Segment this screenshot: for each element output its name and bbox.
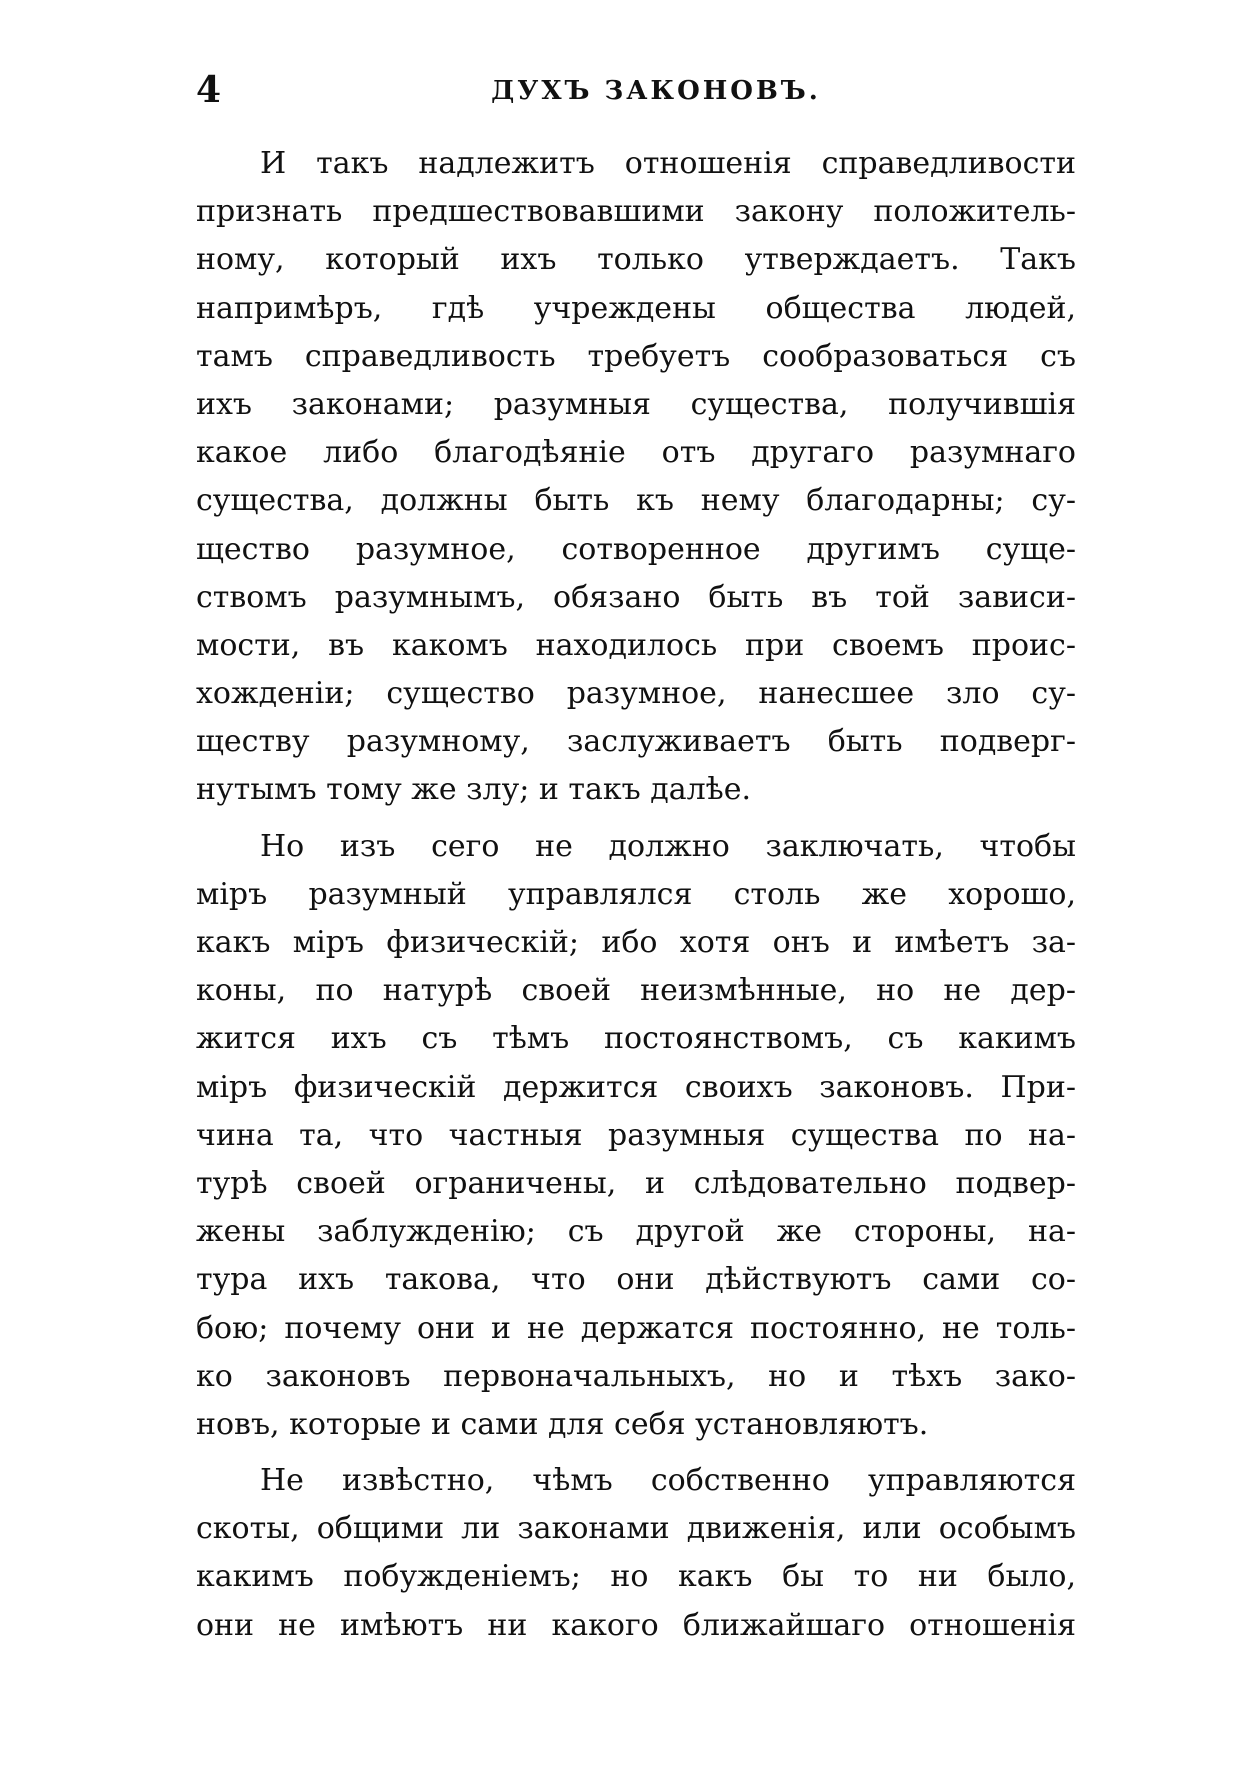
text-line: міръ разумный управлялся столь же хорошо,: [196, 876, 1076, 912]
text-line: жится ихъ съ тѣмъ постоянствомъ, съ какимъ: [196, 1021, 1076, 1057]
page-number: 4: [196, 69, 222, 111]
text-line: ствомъ разумнымъ, обязано быть въ той зависи-: [196, 579, 1076, 615]
text-line: бою; почему они и не держатся постоянно, не толь-: [196, 1310, 1076, 1346]
text-line: они не имѣютъ ни какого ближайшаго отношенія: [196, 1607, 1076, 1643]
text-line: міръ физическій держится своихъ законовъ. При-: [196, 1069, 1076, 1105]
text-line: тура ихъ такова, что они дѣйствуютъ сами со-: [196, 1262, 1076, 1298]
text-line: турѣ своей ограничены, и слѣдовательно подвер-: [196, 1165, 1076, 1201]
text-line: какое либо благодѣяніе отъ другаго разумнаго: [196, 435, 1076, 471]
text-line: скоты, общими ли законами движенія, или особымъ: [196, 1511, 1076, 1547]
body-text: [196, 140, 1076, 1650]
text-line: какимъ побужденіемъ; но какъ бы то ни было,: [196, 1559, 1076, 1595]
text-line: ко законовъ первоначальныхъ, но и тѣхъ зако-: [196, 1358, 1076, 1394]
running-title: ДУХЪ ЗАКОНОВЪ.: [491, 76, 821, 106]
text-line: новъ, которые и сами для себя установляютъ.: [196, 1406, 929, 1442]
text-line: Но изъ сего не должно заключать, чтобы: [260, 828, 1076, 864]
text-line: ществу разумному, заслуживаетъ быть подверг-: [196, 724, 1076, 760]
text-line: мости, въ какомъ находилось при своемъ проис-: [196, 627, 1076, 663]
text-line: щество разумное, сотворенное другимъ суще-: [196, 531, 1076, 567]
page-header: [196, 62, 1076, 118]
text-line: хожденіи; существо разумное, нанесшее зло су-: [196, 676, 1076, 712]
text-line: тамъ справедливость требуетъ сообразоваться съ: [196, 338, 1076, 374]
text-line: напримѣръ, гдѣ учреждены общества людей,: [196, 290, 1076, 326]
text-line: И такъ надлежитъ отношенія справедливости: [260, 146, 1076, 181]
text-line: жены заблужденію; съ другой же стороны, на-: [196, 1214, 1076, 1250]
text-line: нутымъ тому же злу; и такъ далѣе.: [196, 772, 752, 808]
paragraph: [196, 823, 1076, 1449]
text-line: ному, который ихъ только утверждаетъ. Такъ: [196, 242, 1076, 278]
text-line: Не извѣстно, чѣмъ собственно управляются: [260, 1463, 1076, 1499]
text-line: какъ міръ физическій; ибо хотя онъ и имѣетъ за-: [196, 925, 1076, 960]
paragraph: [196, 140, 1076, 815]
text-line: коны, по натурѣ своей неизмѣнные, но не дер-: [196, 973, 1076, 1009]
text-line: ихъ законами; разумныя существа, получившія: [196, 386, 1076, 422]
text-line: признать предшествовавшими закону положитель-: [196, 194, 1076, 230]
paragraph: [196, 1457, 1076, 1650]
text-line: чина та, что частныя разумныя существа по на-: [196, 1117, 1076, 1153]
text-line: существа, должны быть къ нему благодарны; су-: [196, 483, 1076, 519]
